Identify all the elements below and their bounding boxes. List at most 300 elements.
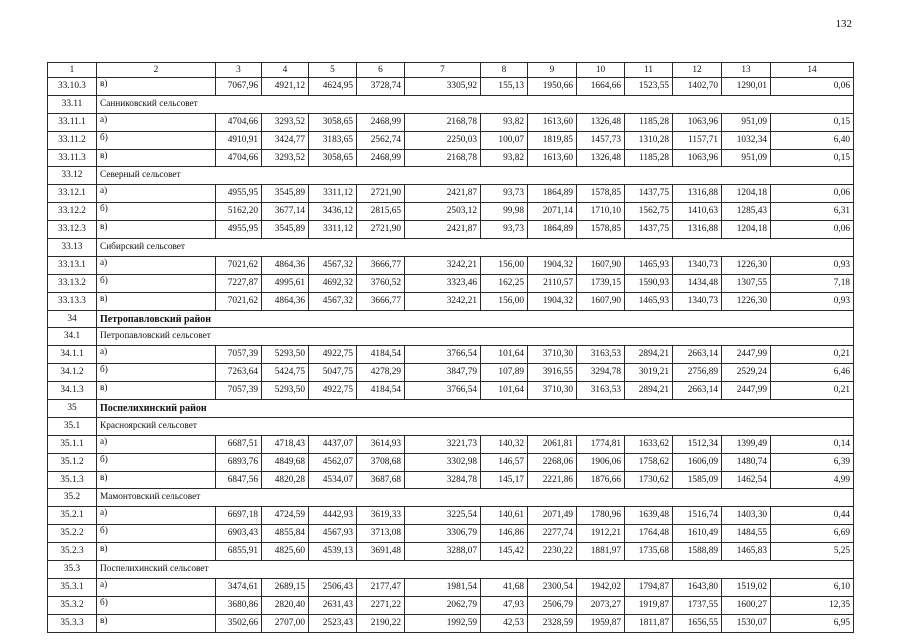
value-cell: 3058,65 xyxy=(309,149,357,167)
value-cell: 6893,76 xyxy=(216,453,262,471)
value-cell: 1606,09 xyxy=(673,453,722,471)
value-cell: 2073,27 xyxy=(577,596,625,614)
value-cell: 146,86 xyxy=(481,525,528,543)
row-code: 35.1.3 xyxy=(48,471,97,489)
value-cell: 1942,02 xyxy=(577,578,625,596)
value-cell: 2168,78 xyxy=(405,149,481,167)
value-cell: 3284,78 xyxy=(405,471,481,489)
value-cell: 41,68 xyxy=(481,578,528,596)
value-cell: 2221,86 xyxy=(528,471,577,489)
value-cell: 1434,48 xyxy=(673,274,722,292)
value-cell: 156,00 xyxy=(481,256,528,274)
value-cell: 1063,96 xyxy=(673,113,722,131)
value-cell: 1864,89 xyxy=(528,185,577,203)
council-title: Поспелихинский сельсовет xyxy=(97,561,854,579)
row-code: 35.2.3 xyxy=(48,543,97,561)
value-cell: 140,61 xyxy=(481,507,528,525)
value-cell: 12,35 xyxy=(771,596,854,614)
value-cell: 1457,73 xyxy=(577,131,625,149)
row-subtype: б) xyxy=(97,364,216,382)
value-cell: 1981,54 xyxy=(405,578,481,596)
value-cell: 3302,98 xyxy=(405,453,481,471)
value-cell: 3424,77 xyxy=(262,131,309,149)
value-cell: 2062,79 xyxy=(405,596,481,614)
value-cell: 3242,21 xyxy=(405,256,481,274)
value-cell: 2061,81 xyxy=(528,435,577,453)
row-code: 34.1 xyxy=(48,328,97,346)
value-cell: 7263,64 xyxy=(216,364,262,382)
value-cell: 3019,21 xyxy=(625,364,673,382)
value-cell: 2820,40 xyxy=(262,596,309,614)
value-cell: 1664,66 xyxy=(577,78,625,96)
value-cell: 5293,50 xyxy=(262,382,309,400)
value-cell: 3545,89 xyxy=(262,221,309,239)
column-header: 4 xyxy=(262,63,309,78)
value-cell: 1633,62 xyxy=(625,435,673,453)
value-cell: 1226,30 xyxy=(722,292,771,310)
value-cell: 2168,78 xyxy=(405,113,481,131)
row-subtype: а) xyxy=(97,435,216,453)
value-cell: 2421,87 xyxy=(405,185,481,203)
row-code: 33.12.1 xyxy=(48,185,97,203)
value-cell: 1410,63 xyxy=(673,203,722,221)
value-cell: 1519,02 xyxy=(722,578,771,596)
value-cell: 4910,91 xyxy=(216,131,262,149)
value-cell: 1226,30 xyxy=(722,256,771,274)
value-cell: 1204,18 xyxy=(722,185,771,203)
table-row xyxy=(48,578,854,596)
row-code: 35.2.1 xyxy=(48,507,97,525)
value-cell: 4184,54 xyxy=(357,346,405,364)
council-title: Петропавловский сельсовет xyxy=(97,328,854,346)
value-cell: 2230,22 xyxy=(528,543,577,561)
value-cell: 2071,14 xyxy=(528,203,577,221)
value-cell: 1185,28 xyxy=(625,149,673,167)
value-cell: 2721,90 xyxy=(357,185,405,203)
value-cell: 6,95 xyxy=(771,614,854,632)
row-code: 35.1 xyxy=(48,417,97,435)
value-cell: 93,82 xyxy=(481,113,528,131)
value-cell: 4718,43 xyxy=(262,435,309,453)
row-code: 33.11 xyxy=(48,95,97,113)
value-cell: 140,32 xyxy=(481,435,528,453)
column-header: 9 xyxy=(528,63,577,78)
value-cell: 3305,92 xyxy=(405,78,481,96)
value-cell: 1588,89 xyxy=(673,543,722,561)
value-cell: 0,93 xyxy=(771,292,854,310)
value-cell: 1864,89 xyxy=(528,221,577,239)
column-header: 7 xyxy=(405,63,481,78)
value-cell: 2277,74 xyxy=(528,525,577,543)
value-cell: 1904,32 xyxy=(528,292,577,310)
value-cell: 2447,99 xyxy=(722,382,771,400)
value-cell: 2447,99 xyxy=(722,346,771,364)
value-cell: 5293,50 xyxy=(262,346,309,364)
value-cell: 1613,60 xyxy=(528,149,577,167)
row-code: 33.13.2 xyxy=(48,274,97,292)
value-cell: 2506,43 xyxy=(309,578,357,596)
district-title: Поспелихинский район xyxy=(97,400,854,418)
value-cell: 1735,68 xyxy=(625,543,673,561)
value-cell: 1739,15 xyxy=(577,274,625,292)
value-cell: 3614,93 xyxy=(357,435,405,453)
value-cell: 1950,66 xyxy=(528,78,577,96)
value-cell: 1516,74 xyxy=(673,507,722,525)
value-cell: 1607,90 xyxy=(577,256,625,274)
value-cell: 3687,68 xyxy=(357,471,405,489)
value-cell: 1656,55 xyxy=(673,614,722,632)
value-cell: 1881,97 xyxy=(577,543,625,561)
row-code: 33.12.2 xyxy=(48,203,97,221)
value-cell: 100,07 xyxy=(481,131,528,149)
column-header: 11 xyxy=(625,63,673,78)
value-cell: 3163,53 xyxy=(577,346,625,364)
value-cell: 1639,48 xyxy=(625,507,673,525)
value-cell: 3058,65 xyxy=(309,113,357,131)
value-cell: 6903,43 xyxy=(216,525,262,543)
value-cell: 1992,59 xyxy=(405,614,481,632)
council-title: Санниковский сельсовет xyxy=(97,95,854,113)
value-cell: 2271,22 xyxy=(357,596,405,614)
value-cell: 2721,90 xyxy=(357,221,405,239)
value-cell: 0,15 xyxy=(771,113,854,131)
value-cell: 951,09 xyxy=(722,113,771,131)
table-row xyxy=(48,364,854,382)
value-cell: 146,57 xyxy=(481,453,528,471)
council-title: Сибирский сельсовет xyxy=(97,239,854,257)
value-cell: 6697,18 xyxy=(216,507,262,525)
value-cell: 5162,20 xyxy=(216,203,262,221)
value-cell: 1285,43 xyxy=(722,203,771,221)
value-cell: 3708,68 xyxy=(357,453,405,471)
value-cell: 1326,48 xyxy=(577,149,625,167)
value-cell: 2631,43 xyxy=(309,596,357,614)
value-cell: 2894,21 xyxy=(625,382,673,400)
value-cell: 2468,99 xyxy=(357,149,405,167)
table-row xyxy=(48,256,854,274)
value-cell: 5424,75 xyxy=(262,364,309,382)
value-cell: 1523,55 xyxy=(625,78,673,96)
value-cell: 1462,54 xyxy=(722,471,771,489)
value-cell: 7227,87 xyxy=(216,274,262,292)
value-cell: 1613,60 xyxy=(528,113,577,131)
value-cell: 1912,21 xyxy=(577,525,625,543)
row-code: 33.11.1 xyxy=(48,113,97,131)
table-row xyxy=(48,131,854,149)
value-cell: 1340,73 xyxy=(673,256,722,274)
value-cell: 1607,90 xyxy=(577,292,625,310)
value-cell: 7057,39 xyxy=(216,382,262,400)
value-cell: 3163,53 xyxy=(577,382,625,400)
value-cell: 1811,87 xyxy=(625,614,673,632)
value-cell: 3713,08 xyxy=(357,525,405,543)
value-cell: 3666,77 xyxy=(357,292,405,310)
table-row xyxy=(48,507,854,525)
value-cell: 3183,65 xyxy=(309,131,357,149)
value-cell: 3666,77 xyxy=(357,256,405,274)
value-cell: 1290,01 xyxy=(722,78,771,96)
row-subtype: а) xyxy=(97,185,216,203)
value-cell: 3311,12 xyxy=(309,221,357,239)
table-row xyxy=(48,417,854,435)
row-code: 33.13.1 xyxy=(48,256,97,274)
row-code: 33.13.3 xyxy=(48,292,97,310)
value-cell: 1465,93 xyxy=(625,292,673,310)
value-cell: 6855,91 xyxy=(216,543,262,561)
value-cell: 7021,62 xyxy=(216,256,262,274)
value-cell: 2110,57 xyxy=(528,274,577,292)
value-cell: 1578,85 xyxy=(577,185,625,203)
value-cell: 2529,24 xyxy=(722,364,771,382)
value-cell: 1562,75 xyxy=(625,203,673,221)
value-cell: 2268,06 xyxy=(528,453,577,471)
value-cell: 2523,43 xyxy=(309,614,357,632)
table-row xyxy=(48,453,854,471)
value-cell: 4567,32 xyxy=(309,256,357,274)
value-cell: 1316,88 xyxy=(673,185,722,203)
value-cell: 1310,28 xyxy=(625,131,673,149)
value-cell: 4855,84 xyxy=(262,525,309,543)
value-cell: 3847,79 xyxy=(405,364,481,382)
value-cell: 93,73 xyxy=(481,221,528,239)
value-cell: 1590,93 xyxy=(625,274,673,292)
row-subtype: в) xyxy=(97,149,216,167)
value-cell: 2707,00 xyxy=(262,614,309,632)
value-cell: 0,21 xyxy=(771,382,854,400)
table-row xyxy=(48,95,854,113)
value-cell: 4704,66 xyxy=(216,149,262,167)
value-cell: 2503,12 xyxy=(405,203,481,221)
column-header: 14 xyxy=(771,63,854,78)
value-cell: 4567,32 xyxy=(309,292,357,310)
row-subtype: а) xyxy=(97,578,216,596)
row-subtype: б) xyxy=(97,525,216,543)
row-subtype: в) xyxy=(97,543,216,561)
value-cell: 47,93 xyxy=(481,596,528,614)
row-subtype: в) xyxy=(97,292,216,310)
value-cell: 7057,39 xyxy=(216,346,262,364)
table-row xyxy=(48,382,854,400)
value-cell: 2663,14 xyxy=(673,382,722,400)
page-number: 132 xyxy=(835,18,852,30)
row-code: 33.11.3 xyxy=(48,149,97,167)
table-row xyxy=(48,149,854,167)
value-cell: 6,69 xyxy=(771,525,854,543)
value-cell: 3225,54 xyxy=(405,507,481,525)
table-row xyxy=(48,543,854,561)
value-cell: 4562,07 xyxy=(309,453,357,471)
value-cell: 4820,28 xyxy=(262,471,309,489)
value-cell: 1610,49 xyxy=(673,525,722,543)
value-cell: 2468,99 xyxy=(357,113,405,131)
value-cell: 1204,18 xyxy=(722,221,771,239)
value-cell: 4955,95 xyxy=(216,221,262,239)
council-title: Северный сельсовет xyxy=(97,167,854,185)
table-row xyxy=(48,203,854,221)
row-subtype: а) xyxy=(97,113,216,131)
row-code: 35.1.2 xyxy=(48,453,97,471)
value-cell: 1585,09 xyxy=(673,471,722,489)
value-cell: 1578,85 xyxy=(577,221,625,239)
value-cell: 2421,87 xyxy=(405,221,481,239)
value-cell: 3680,86 xyxy=(216,596,262,614)
value-cell: 101,64 xyxy=(481,382,528,400)
value-cell: 1710,10 xyxy=(577,203,625,221)
value-cell: 4704,66 xyxy=(216,113,262,131)
value-cell: 4184,54 xyxy=(357,382,405,400)
value-cell: 0,21 xyxy=(771,346,854,364)
value-cell: 99,98 xyxy=(481,203,528,221)
value-cell: 951,09 xyxy=(722,149,771,167)
value-cell: 2894,21 xyxy=(625,346,673,364)
table-row xyxy=(48,310,854,328)
district-title: Петропавловский район xyxy=(97,310,854,328)
value-cell: 101,64 xyxy=(481,346,528,364)
table-row xyxy=(48,489,854,507)
row-subtype: в) xyxy=(97,614,216,632)
value-cell: 1876,66 xyxy=(577,471,625,489)
row-subtype: б) xyxy=(97,453,216,471)
value-cell: 4922,75 xyxy=(309,382,357,400)
row-code: 33.13 xyxy=(48,239,97,257)
tariff-table xyxy=(47,62,854,633)
value-cell: 5047,75 xyxy=(309,364,357,382)
value-cell: 3293,52 xyxy=(262,149,309,167)
row-subtype: в) xyxy=(97,221,216,239)
value-cell: 3474,61 xyxy=(216,578,262,596)
value-cell: 6,31 xyxy=(771,203,854,221)
value-cell: 6,40 xyxy=(771,131,854,149)
value-cell: 4825,60 xyxy=(262,543,309,561)
table-row xyxy=(48,561,854,579)
value-cell: 1465,83 xyxy=(722,543,771,561)
value-cell: 2177,47 xyxy=(357,578,405,596)
value-cell: 145,42 xyxy=(481,543,528,561)
value-cell: 4437,07 xyxy=(309,435,357,453)
value-cell: 1402,70 xyxy=(673,78,722,96)
row-code: 33.10.3 xyxy=(48,78,97,96)
value-cell: 0,06 xyxy=(771,185,854,203)
value-cell: 4849,68 xyxy=(262,453,309,471)
value-cell: 1780,96 xyxy=(577,507,625,525)
value-cell: 3436,12 xyxy=(309,203,357,221)
value-cell: 3311,12 xyxy=(309,185,357,203)
table-row xyxy=(48,292,854,310)
row-subtype: в) xyxy=(97,78,216,96)
value-cell: 1185,28 xyxy=(625,113,673,131)
row-subtype: б) xyxy=(97,596,216,614)
row-code: 33.11.2 xyxy=(48,131,97,149)
value-cell: 4442,93 xyxy=(309,507,357,525)
value-cell: 1819,85 xyxy=(528,131,577,149)
value-cell: 2562,74 xyxy=(357,131,405,149)
value-cell: 3710,30 xyxy=(528,346,577,364)
value-cell: 4995,61 xyxy=(262,274,309,292)
value-cell: 3545,89 xyxy=(262,185,309,203)
value-cell: 1959,87 xyxy=(577,614,625,632)
column-header: 12 xyxy=(673,63,722,78)
value-cell: 3502,66 xyxy=(216,614,262,632)
table-row xyxy=(48,78,854,96)
value-cell: 0,14 xyxy=(771,435,854,453)
row-code: 35.3.1 xyxy=(48,578,97,596)
value-cell: 3916,55 xyxy=(528,364,577,382)
table-row xyxy=(48,239,854,257)
value-cell: 2328,59 xyxy=(528,614,577,632)
value-cell: 3288,07 xyxy=(405,543,481,561)
value-cell: 6847,56 xyxy=(216,471,262,489)
value-cell: 3294,78 xyxy=(577,364,625,382)
value-cell: 93,73 xyxy=(481,185,528,203)
value-cell: 1643,80 xyxy=(673,578,722,596)
row-subtype: а) xyxy=(97,507,216,525)
value-cell: 107,89 xyxy=(481,364,528,382)
value-cell: 1512,34 xyxy=(673,435,722,453)
row-code: 34 xyxy=(48,310,97,328)
row-code: 35.3.3 xyxy=(48,614,97,632)
value-cell: 1794,87 xyxy=(625,578,673,596)
row-code: 34.1.2 xyxy=(48,364,97,382)
row-code: 35.2.2 xyxy=(48,525,97,543)
value-cell: 3619,33 xyxy=(357,507,405,525)
table-row xyxy=(48,525,854,543)
value-cell: 2756,89 xyxy=(673,364,722,382)
row-subtype: а) xyxy=(97,346,216,364)
value-cell: 3323,46 xyxy=(405,274,481,292)
value-cell: 1919,87 xyxy=(625,596,673,614)
table-row xyxy=(48,471,854,489)
value-cell: 1774,81 xyxy=(577,435,625,453)
value-cell: 1063,96 xyxy=(673,149,722,167)
value-cell: 1340,73 xyxy=(673,292,722,310)
value-cell: 145,17 xyxy=(481,471,528,489)
column-header: 10 xyxy=(577,63,625,78)
header-row xyxy=(48,63,854,78)
table-row xyxy=(48,596,854,614)
value-cell: 4534,07 xyxy=(309,471,357,489)
council-title: Красноярский сельсовет xyxy=(97,417,854,435)
row-code: 35.3 xyxy=(48,561,97,579)
value-cell: 1437,75 xyxy=(625,185,673,203)
column-header: 1 xyxy=(48,63,97,78)
value-cell: 3221,73 xyxy=(405,435,481,453)
row-code: 35.3.2 xyxy=(48,596,97,614)
value-cell: 2506,79 xyxy=(528,596,577,614)
value-cell: 2689,15 xyxy=(262,578,309,596)
value-cell: 6,39 xyxy=(771,453,854,471)
value-cell: 3766,54 xyxy=(405,382,481,400)
row-code: 33.12.3 xyxy=(48,221,97,239)
column-header: 5 xyxy=(309,63,357,78)
table-row xyxy=(48,167,854,185)
row-code: 33.12 xyxy=(48,167,97,185)
value-cell: 1480,74 xyxy=(722,453,771,471)
value-cell: 1737,55 xyxy=(673,596,722,614)
value-cell: 1437,75 xyxy=(625,221,673,239)
value-cell: 93,82 xyxy=(481,149,528,167)
value-cell: 4539,13 xyxy=(309,543,357,561)
value-cell: 1307,55 xyxy=(722,274,771,292)
value-cell: 4864,36 xyxy=(262,292,309,310)
value-cell: 4692,32 xyxy=(309,274,357,292)
value-cell: 2250,03 xyxy=(405,131,481,149)
row-subtype: а) xyxy=(97,256,216,274)
value-cell: 4278,29 xyxy=(357,364,405,382)
value-cell: 1157,71 xyxy=(673,131,722,149)
table-row xyxy=(48,346,854,364)
value-cell: 1484,55 xyxy=(722,525,771,543)
value-cell: 6,10 xyxy=(771,578,854,596)
